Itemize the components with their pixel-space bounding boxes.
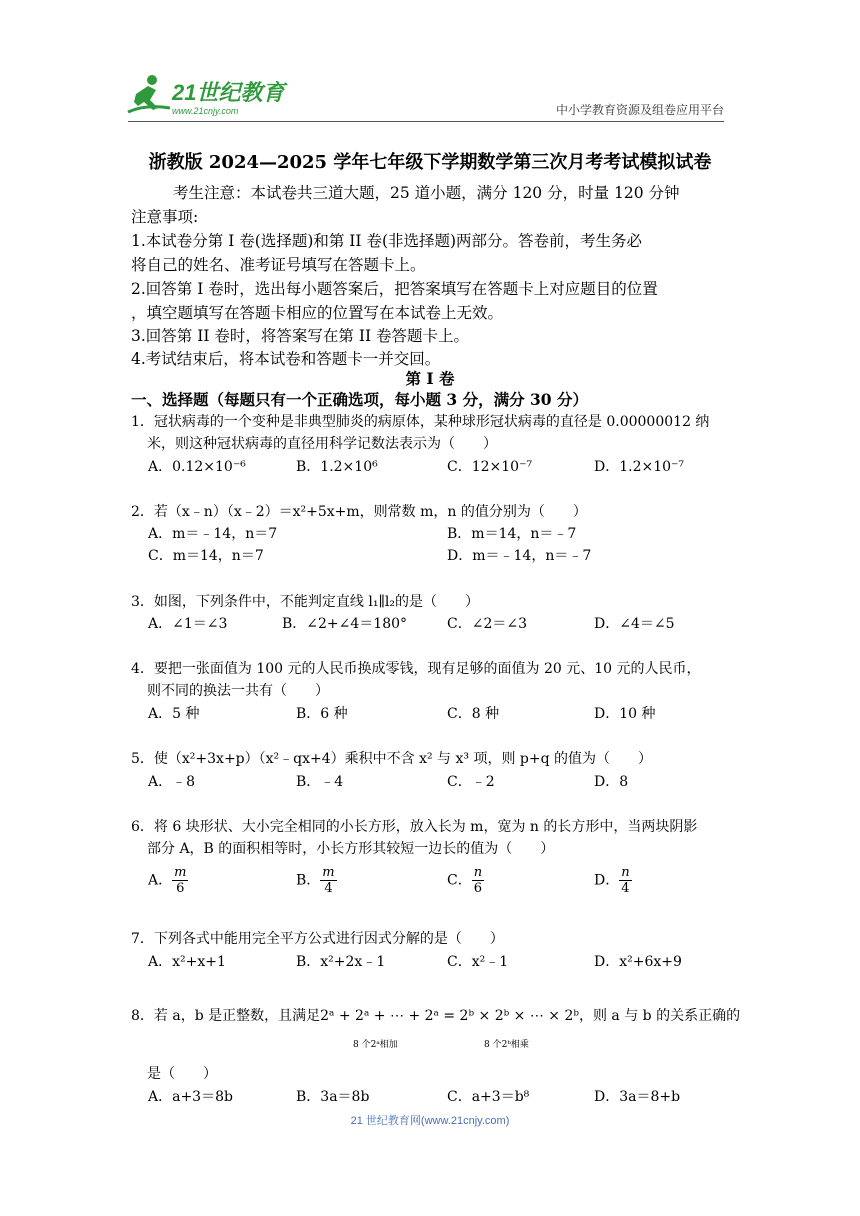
section-title: 一、选择题（每题只有一个正确选项，每小题 3 分，满分 30 分） [131, 390, 588, 409]
fraction [472, 865, 484, 896]
brace-label-product: 8 个2ᵇ相乘 [484, 1040, 529, 1050]
q2-option-a: A．m＝﹣14，n＝7 [148, 526, 278, 542]
fraction-numerator: n [473, 865, 483, 880]
q3-option-b: B．∠2+∠4＝180° [282, 616, 408, 632]
question-3: 3．如图，下列条件中，不能判定直线 l₁∥l₂的是（ ） [131, 594, 480, 610]
q5-option-c: C．﹣2 [447, 774, 495, 790]
instruction-line: 1.本试卷分第 I 卷(选择题)和第 II 卷(非选择题)两部分。答卷前，考生务必 [131, 232, 643, 250]
q4-option-a: A．5 种 [148, 706, 200, 722]
instruction-line: 4.考试结束后，将本试卷和答题卡一并交回。 [131, 350, 441, 368]
exam-notice: 考生注意：本试卷共三道大题，25 道小题，满分 120 分，时量 120 分钟 [173, 184, 680, 202]
runner-icon [128, 75, 170, 112]
q7-option-c: C．x²﹣1 [447, 954, 509, 970]
fraction-denominator: 6 [176, 881, 185, 896]
question-6-line-2: 部分 A，B 的面积相等时，小长方形其较短一边长的值为（ ） [147, 841, 555, 857]
brace-label-sum: 8 个2ᵃ相加 [353, 1040, 398, 1050]
question-4-line-2: 则不同的换法一共有（ ） [147, 683, 329, 699]
q8-option-b: B．3a＝8b [296, 1089, 370, 1105]
fraction-denominator: 4 [621, 881, 630, 896]
q7-option-b: B．x²+2x﹣1 [296, 954, 386, 970]
fraction-numerator: n [621, 865, 630, 880]
instruction-line: 2.回答第 I 卷时，选出每小题答案后，把答案填写在答题卡上对应题目的位置 [131, 280, 658, 298]
fraction-numerator: m [174, 865, 187, 880]
fraction-denominator: 6 [473, 881, 483, 896]
fraction [172, 865, 188, 896]
question-1-line-2: 米，则这种冠状病毒的直径用科学记数法表示为（ ） [147, 436, 497, 452]
fraction-denominator: 4 [324, 881, 333, 896]
fraction [619, 865, 631, 896]
q3-option-a: A．∠1＝∠3 [148, 616, 228, 632]
q4-option-d: D．10 种 [594, 706, 656, 722]
q3-option-c: C．∠2＝∠3 [447, 616, 527, 632]
instruction-line: 将自己的姓名、准考证号填写在答题卡上。 [131, 256, 426, 274]
option-letter: C． [447, 872, 472, 889]
question-4-line-1: 4．要把一张面值为 100 元的人民币换成零钱，现有足够的面值为 20 元、10 元的人民币， [131, 661, 701, 677]
q1-option-c: C．12×10⁻⁷ [447, 459, 533, 475]
page-footer[interactable]: 21 世纪教育网(www.21cnjy.com) [350, 1115, 510, 1127]
q4-option-b: B．6 种 [296, 706, 348, 722]
q2-option-c: C．m＝14，n＝7 [148, 548, 264, 564]
q1-option-d: D．1.2×10⁻⁷ [594, 459, 685, 475]
q2-option-d: D．m＝﹣14，n＝﹣7 [447, 548, 592, 564]
question-8: 8．若 a，b 是正整数，且满足2ᵃ + 2ᵃ + ⋯ + 2ᵃ = 2ᵇ × 2ᵇ × ⋯ × 2ᵇ，则 a 与 b 的关系正确的 [131, 1008, 741, 1024]
q3-option-d: D．∠4＝∠5 [594, 616, 675, 632]
instructions-title: 注意事项: [131, 208, 199, 226]
q5-option-a: A．﹣8 [148, 774, 196, 790]
instruction-line: 3.回答第 II 卷时，将答案写在第 II 卷答题卡上。 [131, 327, 469, 345]
option-letter: B． [296, 872, 321, 889]
part-title: 第 I 卷 [405, 369, 455, 388]
q7-option-d: D．x²+6x+9 [594, 954, 682, 970]
question-1-line-1: 1．冠状病毒的一个变种是非典型肺炎的病原体，某种球形冠状病毒的直径是 0.00000012 纳 [131, 414, 710, 430]
fraction [320, 865, 336, 896]
q5-option-d: D．8 [594, 774, 629, 790]
q8-option-d: D．3a＝8+b [594, 1089, 681, 1105]
header-divider [128, 121, 724, 122]
logo-text: 21世纪教育 [172, 80, 285, 105]
instruction-line: ，填空题填写在答题卡相应的位置写在本试卷上无效。 [131, 304, 504, 322]
question-7: 7．下列各式中能用完全平方公式进行因式分解的是（ ） [131, 931, 504, 947]
logo-url: www.21cnjy.com [172, 106, 239, 116]
q1-option-b: B．1.2×10⁶ [296, 459, 378, 475]
q6-option-c [447, 865, 484, 896]
q5-option-b: B．﹣4 [296, 774, 344, 790]
q1-option-a: A．0.12×10⁻⁶ [148, 459, 246, 475]
q6-option-b [296, 865, 337, 896]
question-8-line-2: 是（ ） [147, 1066, 217, 1082]
question-6-line-1: 6．将 6 块形状、大小完全相同的小长方形，放入长为 m，宽为 n 的长方形中，当两块阴影 [131, 819, 698, 835]
q2-option-b: B．m＝14，n＝﹣7 [447, 526, 577, 542]
q8-option-c: C．a+3＝b⁸ [447, 1089, 530, 1105]
q8-option-a: A．a+3＝8b [148, 1089, 233, 1105]
fraction-numerator: m [322, 865, 335, 880]
q7-option-a: A．x²+x+1 [148, 954, 226, 970]
option-letter: D． [594, 872, 620, 889]
question-2: 2．若（x﹣n）（x﹣2）＝x²+5x+m，则常数 m，n 的值分别为（ ） [131, 504, 587, 520]
q4-option-c: C．8 种 [447, 706, 500, 722]
option-letter: A． [148, 872, 173, 889]
page-title: 浙教版 2024—2025 学年七年级下学期数学第三次月考考试模拟试卷 [148, 152, 712, 173]
platform-label: 中小学教育资源及组卷应用平台 [555, 103, 724, 117]
site-logo [126, 72, 296, 118]
question-5: 5．使（x²+3x+p）（x²﹣qx+4）乘积中不含 x² 与 x³ 项，则 p+q 的值为（ ） [131, 751, 653, 767]
q6-option-d [594, 865, 632, 896]
q6-option-a [148, 865, 188, 896]
